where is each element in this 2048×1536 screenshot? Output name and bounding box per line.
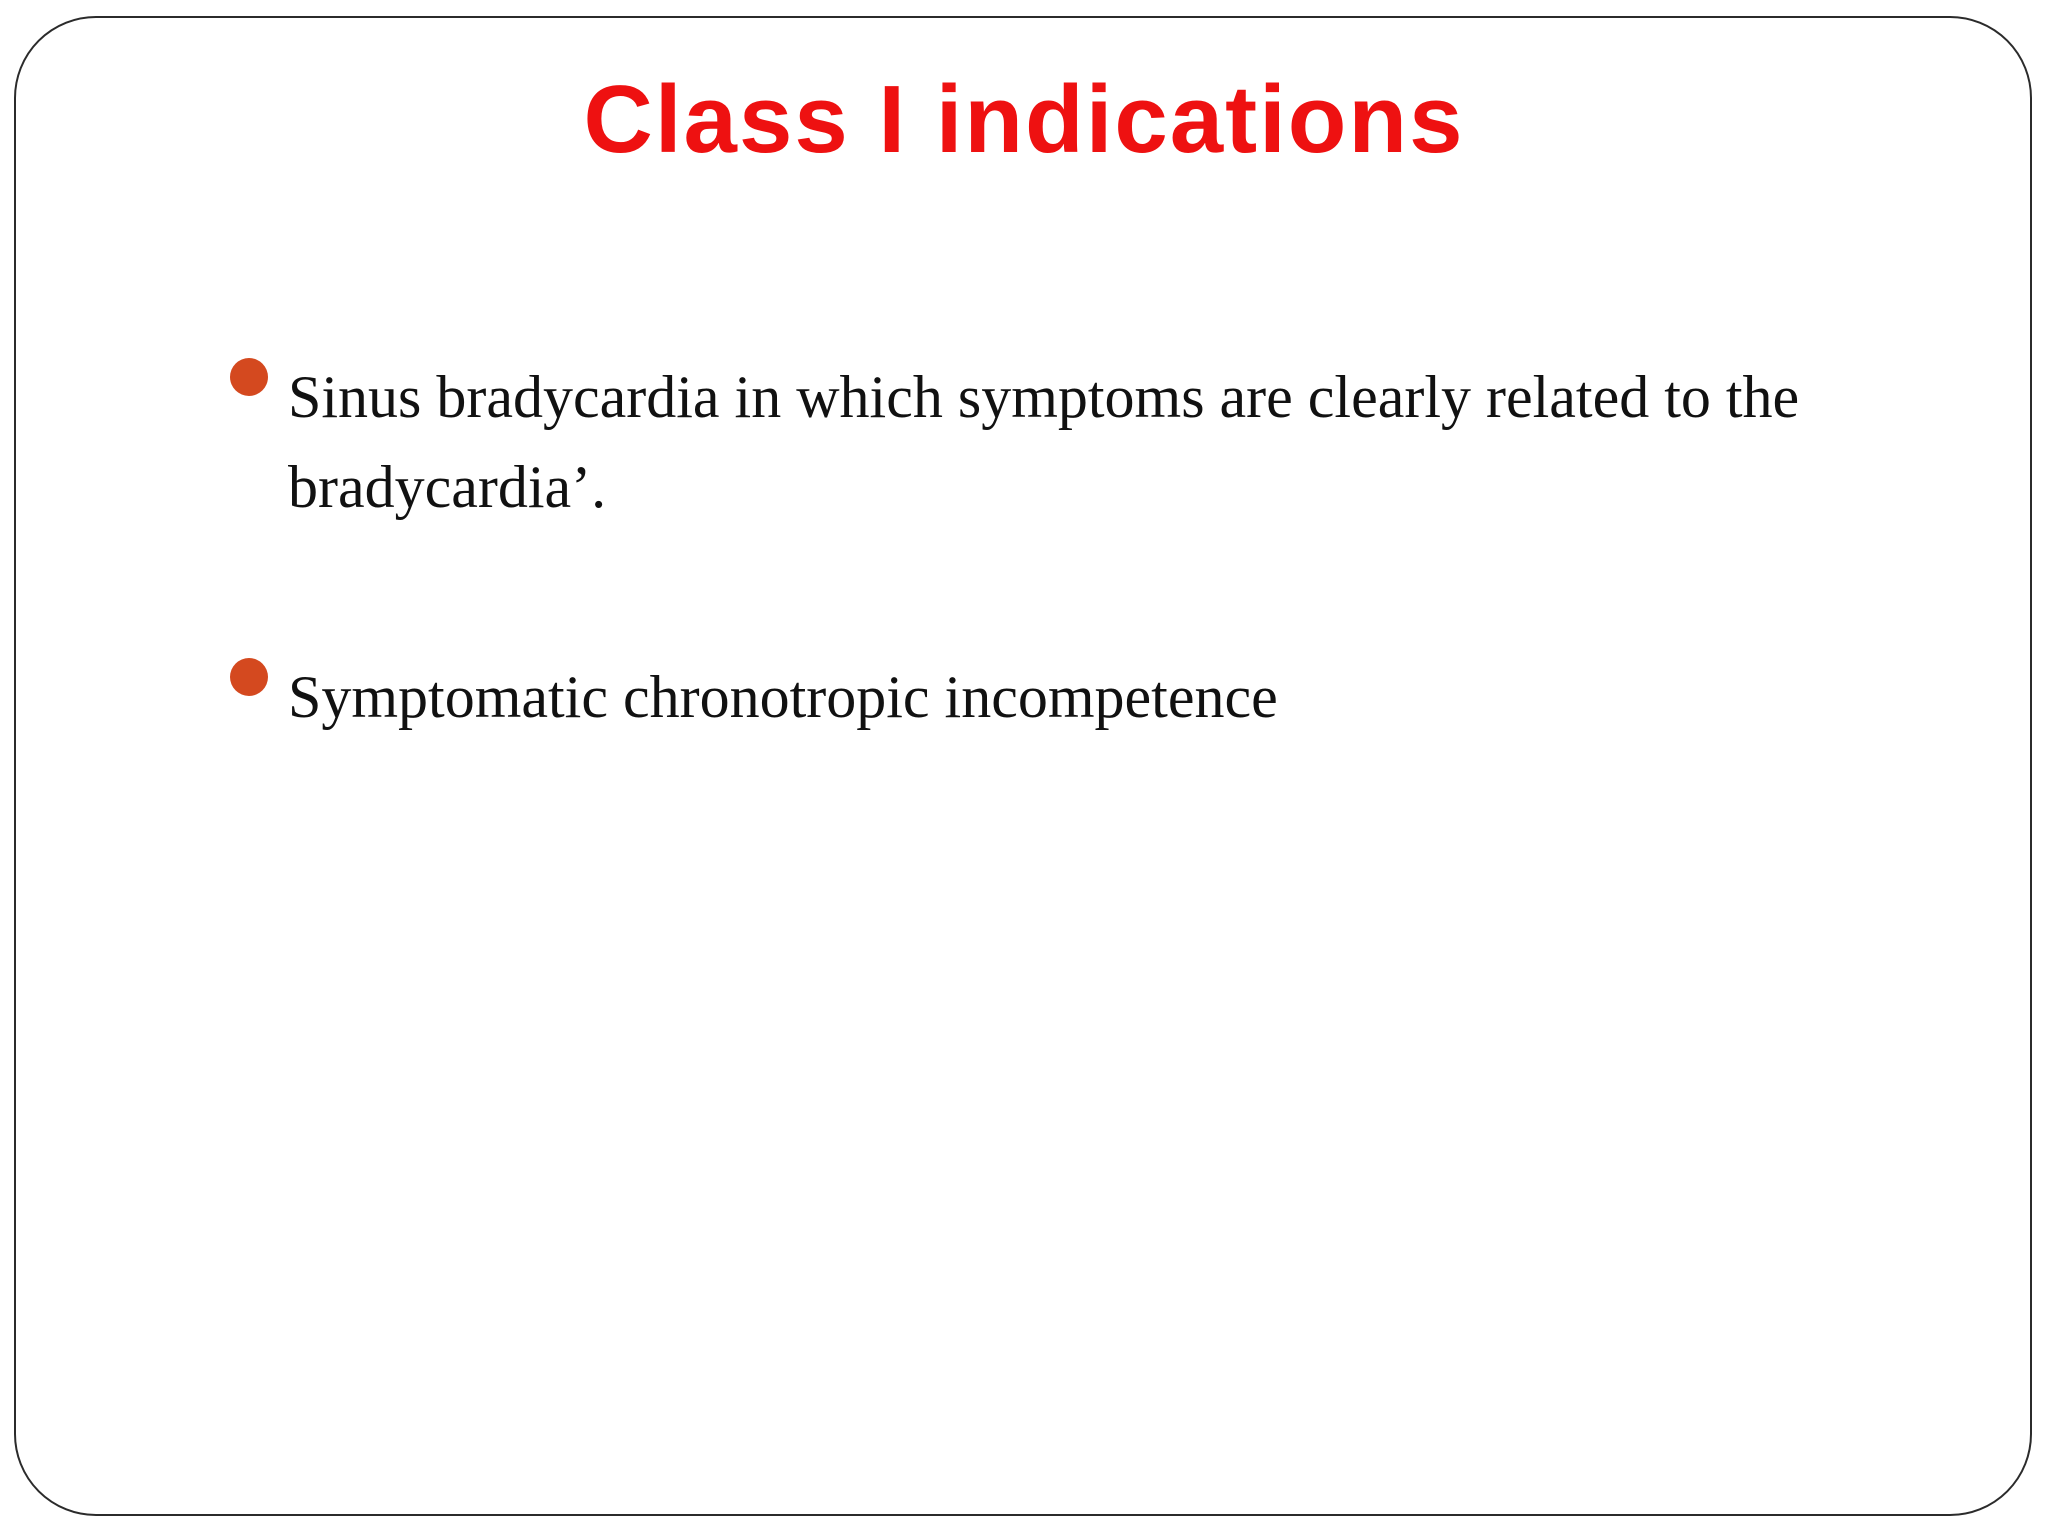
- bullet-item: [230, 652, 1890, 742]
- bullet-text: Symptomatic chronotropic incompetence: [288, 664, 1278, 730]
- bullet-item: [230, 352, 1890, 532]
- bullet-dot-icon: [230, 658, 268, 696]
- bullet-list: [230, 352, 1890, 742]
- bullet-dot-icon: [230, 358, 268, 396]
- bullet-text: Sinus bradycardia in which symptoms are clearly related to the bradycardia’.: [288, 364, 1800, 520]
- slide-frame: [14, 16, 2032, 1516]
- slide-title: Class I indications: [583, 66, 1465, 173]
